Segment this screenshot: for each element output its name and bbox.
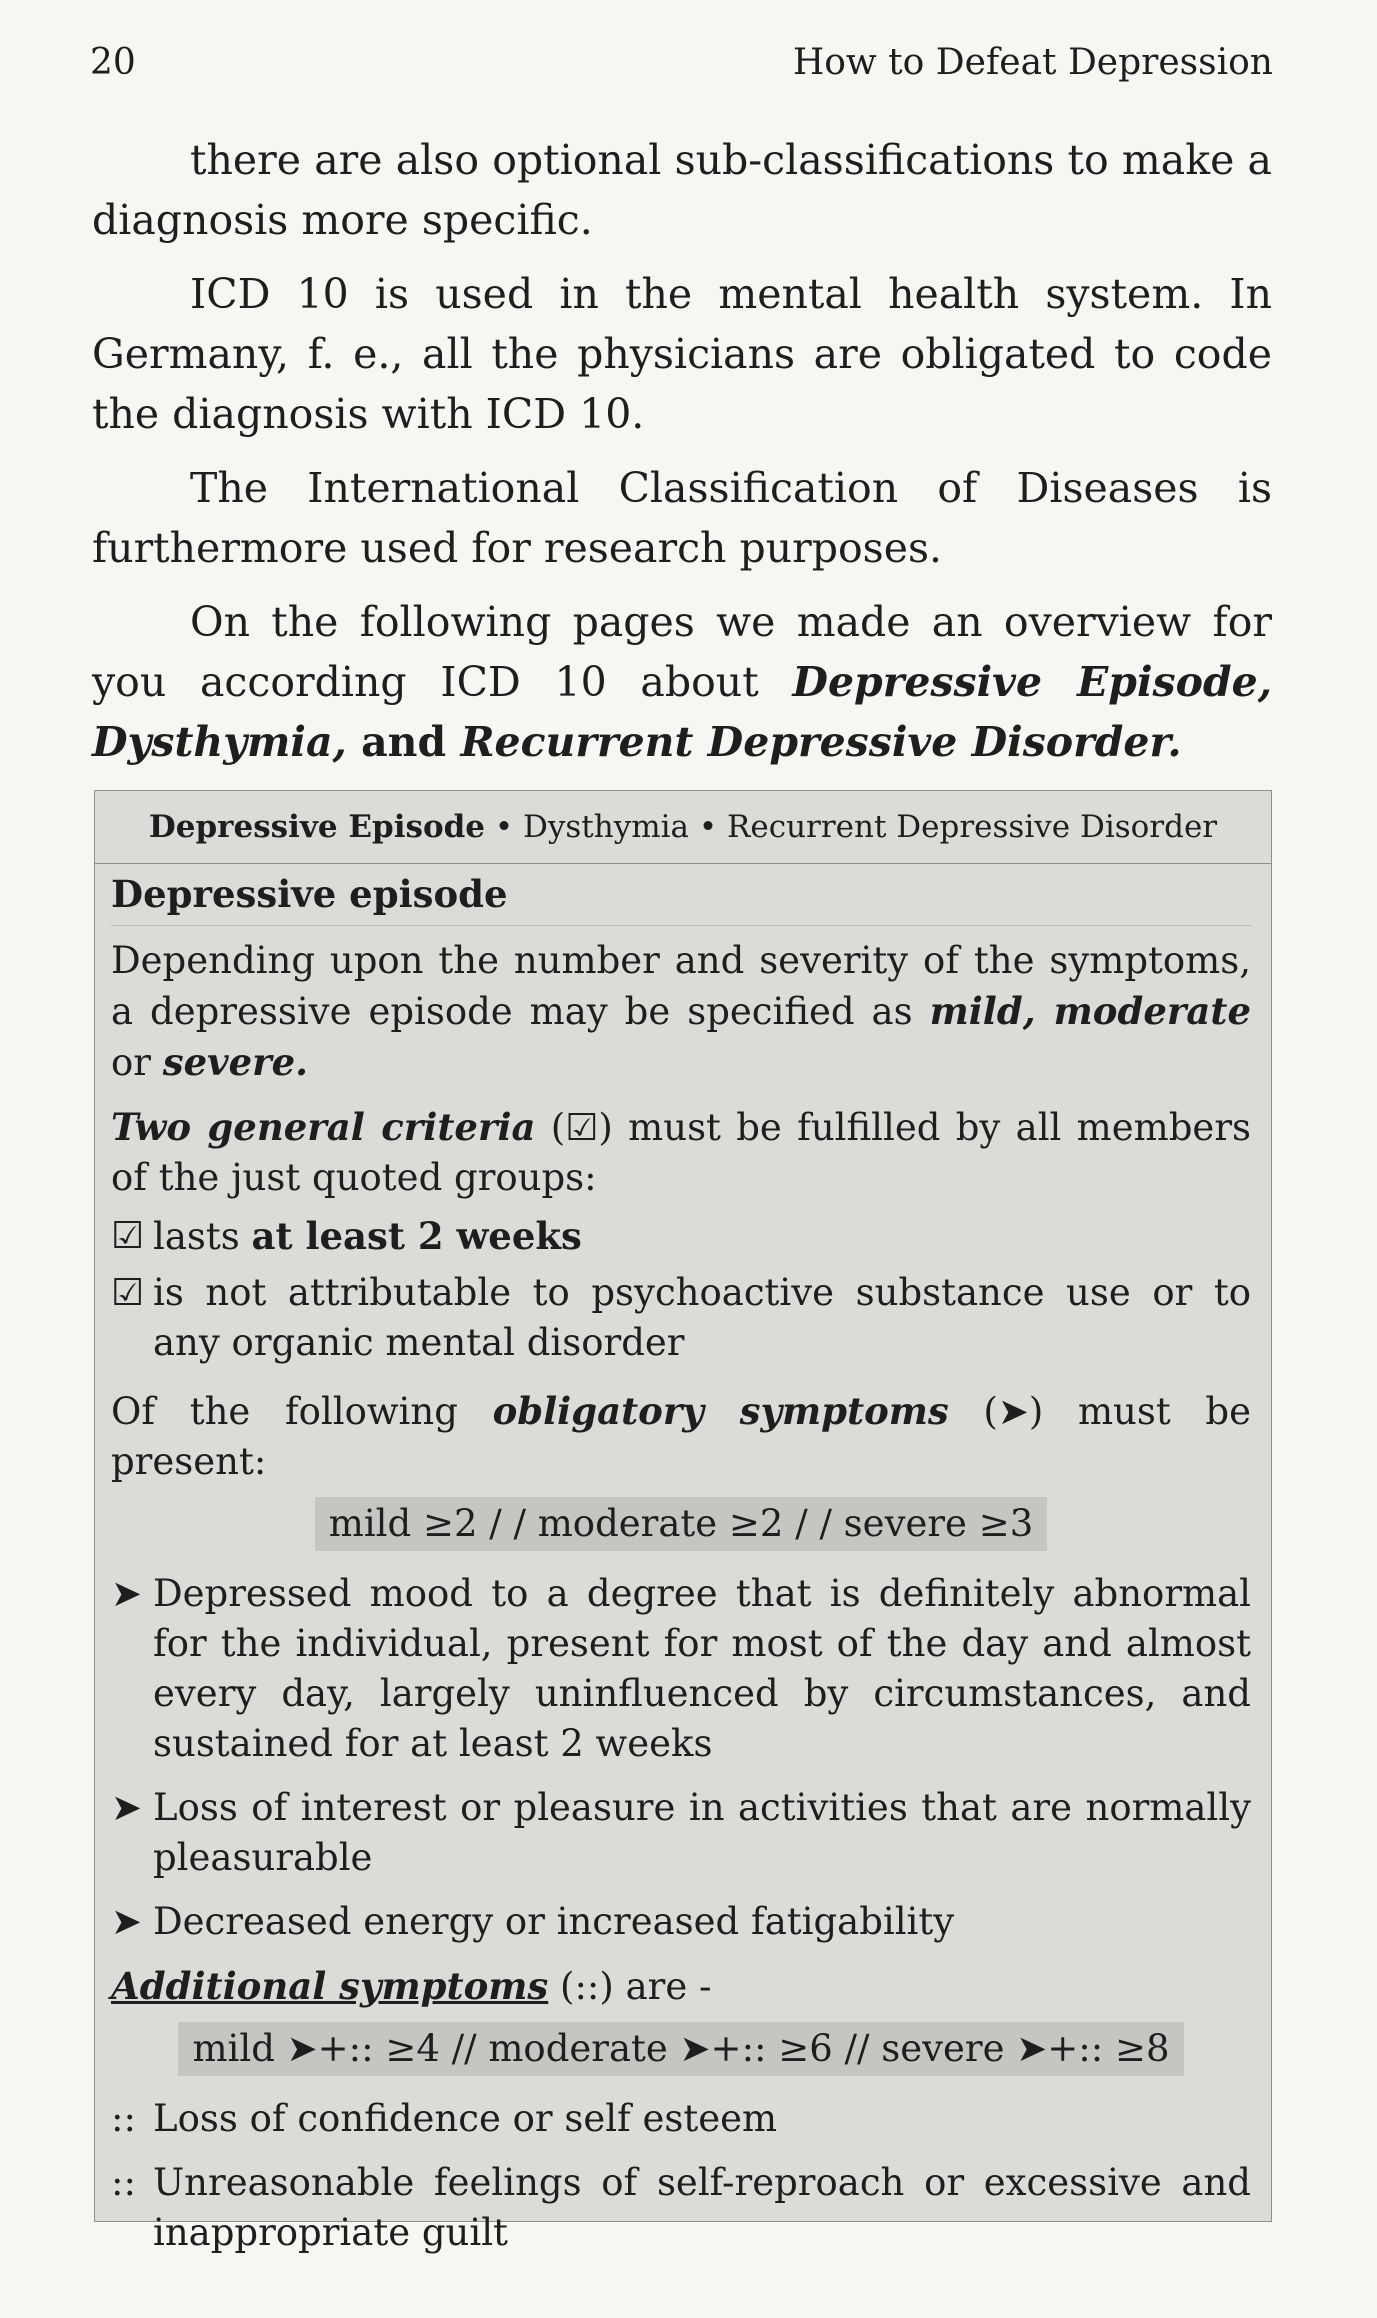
list-item: [111, 1569, 1251, 1769]
criteria-box: [94, 790, 1272, 2254]
list-item: [111, 2158, 1251, 2258]
obligatory-start: Of the following: [111, 1390, 493, 1433]
section-title: Depressive episode: [111, 869, 1251, 926]
arrowhead-icon: ➤: [111, 1786, 143, 1829]
paragraph-2: ICD 10 is used in the mental health system. In Germany, f. e., all the physicians are obligated to code the diagnosis with ICD 10.: [92, 270, 1272, 438]
double-colon-icon: ::: [111, 2097, 136, 2140]
paragraph-4-term-1: Depressive Episode, Dysthymia,: [92, 658, 1272, 766]
criterion-2-text: is not attributable to psychoactive substance use or to any organic mental disorder: [153, 1271, 1251, 1364]
additional-threshold: mild ➤+:: ≥4 // moderate ➤+:: ≥6 // severe ➤+:: ≥8: [178, 2022, 1183, 2076]
obligatory-item-text: Decreased energy or increased fatigability: [153, 1900, 955, 1943]
intro-or: or: [111, 1041, 163, 1084]
box-header-sep-2: •: [689, 809, 728, 845]
box-header-item-2: Dysthymia: [523, 809, 690, 845]
criterion-1-bold: at least 2 weeks: [251, 1214, 582, 1258]
box-header-item-3: Recurrent Depressive Disorder: [727, 809, 1218, 845]
running-title: How to Defeat Depression: [792, 42, 1273, 83]
additional-item-text: Unreasonable feelings of self-reproach or excessive and inappropriate guilt: [153, 2161, 1251, 2254]
additional-paragraph: [111, 1961, 1251, 2012]
obligatory-threshold: mild ≥2 / / moderate ≥2 / / severe ≥3: [315, 1497, 1048, 1551]
intro-severe: severe.: [162, 1040, 309, 1084]
double-colon-icon: ::: [111, 2161, 136, 2204]
additional-item-text: Loss of confidence or self esteem: [153, 2097, 778, 2140]
list-item: [111, 2094, 1251, 2144]
arrowhead-icon: ➤: [111, 1900, 143, 1943]
criteria-paragraph: [111, 1102, 1251, 1203]
additional-rest: (::) are -: [548, 1965, 712, 2008]
paragraph-4-term-2: Recurrent Depressive Disorder.: [460, 718, 1182, 766]
box-header: [95, 791, 1271, 864]
criterion-2: [111, 1268, 1251, 1368]
intro-mild: mild, moderate: [929, 989, 1251, 1033]
intro-paragraph: [111, 936, 1251, 1088]
box-header-sep-1: •: [485, 809, 524, 845]
obligatory-term: obligatory symptoms: [492, 1389, 949, 1433]
additional-list: [111, 2094, 1251, 2258]
paragraph-4-and: and: [346, 718, 461, 766]
paragraph-4: [92, 592, 1272, 772]
criterion-1-start: lasts: [153, 1215, 252, 1258]
arrowhead-icon: ➤: [111, 1572, 143, 1615]
body-text: [92, 130, 1272, 786]
obligatory-item-text: Loss of interest or pleasure in activities that are normally pleasurable: [153, 1786, 1251, 1879]
criteria-label: Two general criteria: [111, 1105, 536, 1149]
obligatory-list: [111, 1569, 1251, 1947]
obligatory-end: (➤) must be present:: [111, 1390, 1251, 1483]
intro-start: Depending upon the number and severity of the symptoms, a depressive episode may be specified as: [111, 939, 1251, 1033]
paragraph-1: there are also optional sub-classifications to make a diagnosis more specific.: [92, 136, 1272, 244]
criteria-rest: (☑) must be fulfilled by all members of the just quoted groups:: [111, 1106, 1251, 1199]
checkbox-icon: ☑: [111, 1271, 145, 1314]
obligatory-paragraph: [111, 1386, 1251, 1487]
additional-label: Additional symptoms: [111, 1964, 549, 2008]
list-item: [111, 1783, 1251, 1883]
paragraph-4-start: On the following pages we made an overview for you according ICD 10 about: [92, 598, 1272, 706]
list-item: [111, 1897, 1251, 1947]
paragraph-3: The International Classification of Diseases is furthermore used for research purposes.: [92, 464, 1272, 572]
criterion-1: [111, 1211, 1251, 1262]
box-content: [111, 869, 1251, 2272]
page-number: 20: [90, 42, 136, 83]
box-header-item-1: Depressive Episode: [148, 809, 486, 845]
checkbox-icon: ☑: [111, 1214, 145, 1257]
obligatory-item-text: Depressed mood to a degree that is definitely abnormal for the individual, present for most of the day and almost every day, largely uninfluenced by circumstances, and sustained for at least 2 weeks: [153, 1572, 1251, 1765]
